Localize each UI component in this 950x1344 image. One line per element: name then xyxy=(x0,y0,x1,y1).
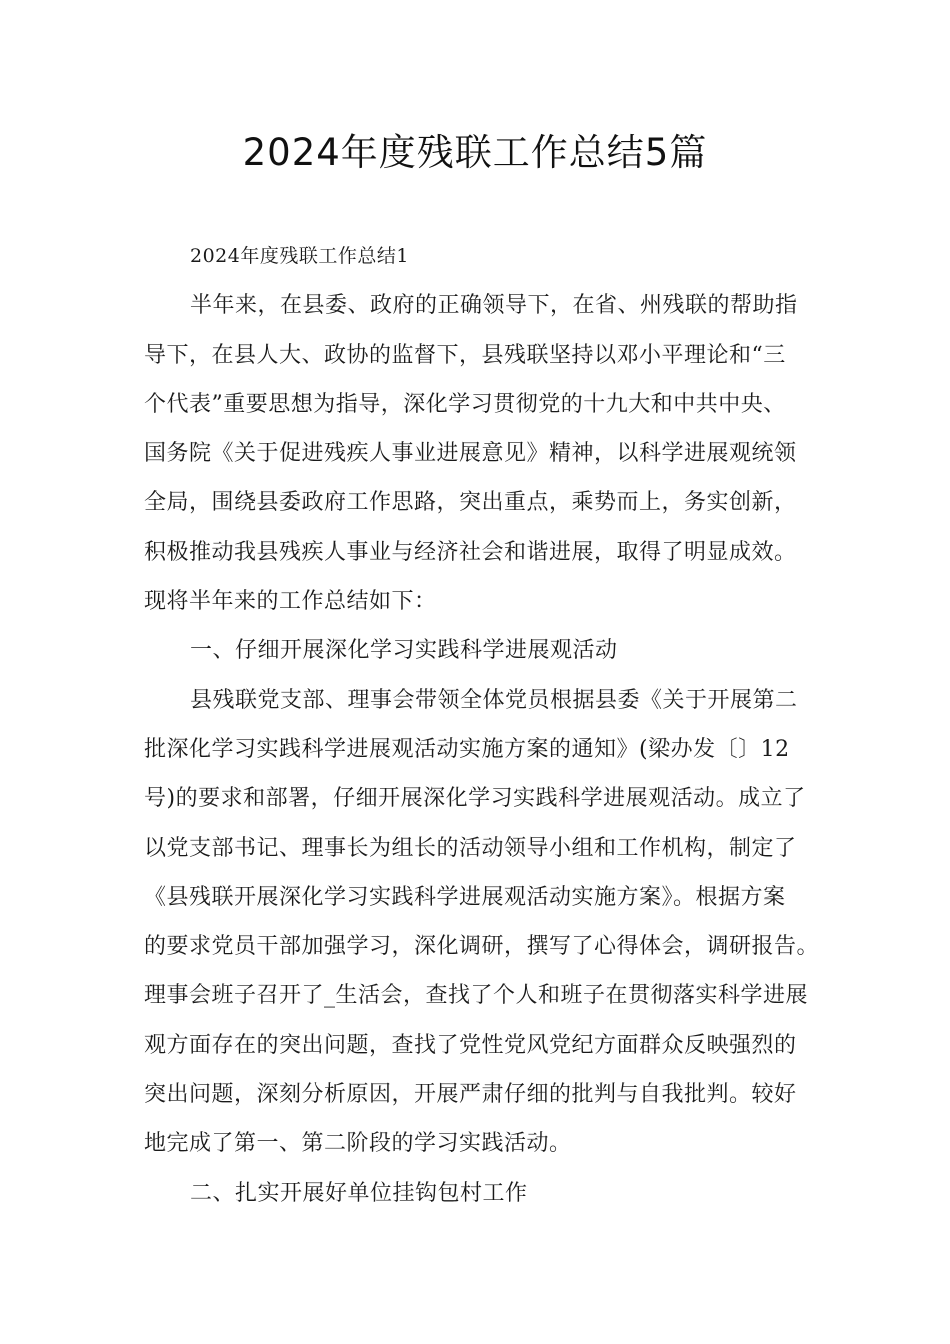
paragraph-line: 理事会班子召开了_生活会，查找了个人和班子在贯彻落实科学进展 xyxy=(144,983,809,1009)
document-body xyxy=(144,232,824,1218)
paragraph-line: 批深化学习实践科学进展观活动实施方案的通知》(梁办发〔〕12 xyxy=(144,736,790,762)
paragraph-line: 以党支部书记、理事长为组长的活动领导小组和工作机构，制定了 xyxy=(144,835,797,861)
paragraph-line: 号)的要求和部署，仔细开展深化学习实践科学进展观活动。成立了 xyxy=(144,786,806,812)
paragraph-line: 半年来，在县委、政府的正确领导下，在省、州残联的帮助指 xyxy=(190,293,798,319)
paragraph-line: 全局，围绕县委政府工作思路，突出重点，乘势而上，务实创新， xyxy=(144,490,797,516)
paragraph-line: 国务院《关于促进残疾人事业进展意见》精神，以科学进展观统领 xyxy=(144,441,797,467)
paragraph-line: 观方面存在的突出问题，查找了党性党风党纪方面群众反映强烈的 xyxy=(144,1032,797,1058)
paragraph-line: 积极推动我县残疾人事业与经济社会和谐进展，取得了明显成效。 xyxy=(144,539,797,565)
paragraph-line: 现将半年来的工作总结如下： xyxy=(144,589,437,615)
paragraph-line: 突出问题，深刻分析原因，开展严肃仔细的批判与自我批判。较好 xyxy=(144,1082,797,1108)
paragraph-line: 《县残联开展深化学习实践科学进展观活动实施方案》。根据方案 xyxy=(144,884,786,910)
paragraph-line: 的要求党员干部加强学习，深化调研，撰写了心得体会，调研报告。 xyxy=(144,934,820,960)
section-subheading: 二、扎实开展好单位挂钩包村工作 xyxy=(190,1180,528,1206)
section-subheading: 一、仔细开展深化学习实践科学进展观活动 xyxy=(190,638,618,664)
paragraph-line: 导下，在县人大、政协的监督下，县残联坚持以邓小平理论和“三 xyxy=(144,342,786,368)
paragraph-line: 个代表”重要思想为指导，深化学习贯彻党的十九大和中共中央、 xyxy=(144,391,786,417)
document-title: 2024年度残联工作总结5篇 xyxy=(242,131,708,174)
paragraph-line: 县残联党支部、理事会带领全体党员根据县委《关于开展第二 xyxy=(190,687,798,713)
section-heading: 2024年度残联工作总结1 xyxy=(190,245,409,267)
paragraph-line: 地完成了第一、第二阶段的学习实践活动。 xyxy=(144,1131,572,1157)
